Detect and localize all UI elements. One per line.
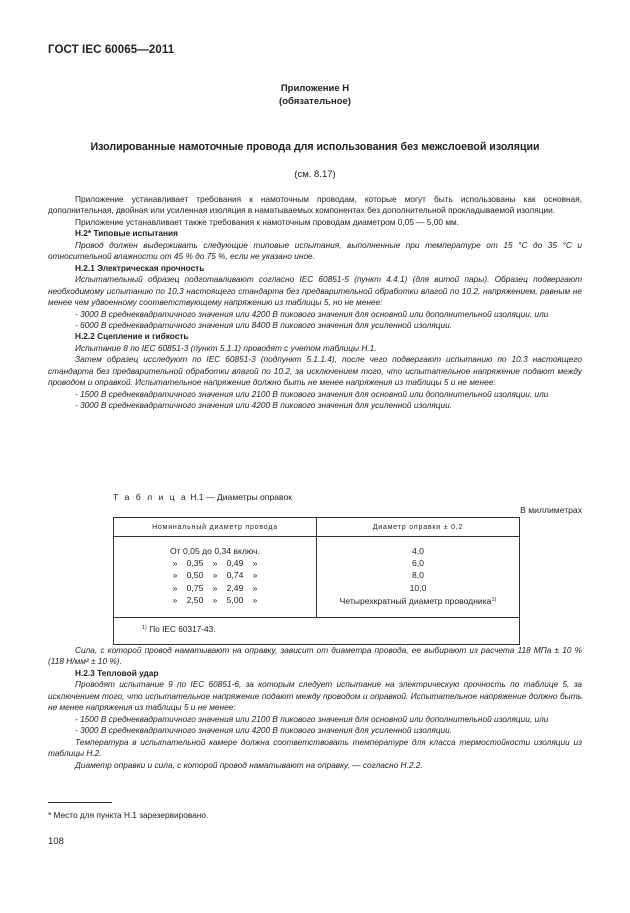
- table-caption: [113, 492, 292, 502]
- table-cell: 10,0: [409, 582, 427, 593]
- mandrel-diameter-table: [113, 517, 520, 645]
- table-row: От 0,05 до 0,34 включ.: [170, 546, 260, 556]
- footnote-divider: [48, 802, 112, 803]
- paragraph: Провод должен выдерживать следующие типовые испытания, выполненные при температуре от 15 °C до 35 °C и относительной влажности от 45 % до 75 %, если не указано иное.: [48, 239, 582, 262]
- list-item: - 3000 В среднеквадратичного значения или 4200 В пикового значения для усиленной изоляции.: [75, 725, 453, 736]
- paragraph: Сила, с которой провод наматывают на оправку, зависит от диаметра провода, ее выбирают из расчета 118 МПа ± 10 % (118 Н/мм² ± 10 %).: [48, 645, 582, 667]
- footnote-mark: 1): [142, 625, 147, 632]
- section-heading: Н.2.3 Тепловой удар: [75, 667, 159, 678]
- list-item: - 1500 В среднеквадратичного значения или 2100 В пикового значения для основной или дополнительной изоляции, или: [75, 713, 549, 724]
- standard-code: ГОСТ IEC 60065—2011: [48, 44, 175, 56]
- section-heading: Н.2* Типовые испытания: [75, 228, 178, 239]
- annex-title: Приложение Н: [280, 83, 350, 94]
- annex-heading: [48, 82, 582, 108]
- page-number: 108: [48, 836, 64, 847]
- paragraph: Диаметр оправки и сила, с которой провод наматывают на оправку, — согласно Н.2.2.: [75, 759, 423, 770]
- mandrel-column: [317, 537, 520, 618]
- paragraph: Затем образец исследуют по IEC 60851-3 (подпункт 5.1.1.4), после чего подвергают испытанию по 10.3 настоящего стандарта без предварительной обработки влагой по 10.2, за исключением того, что испытательное напряжение подают между проводом и оправкой. Испытательное напряжение должно быть не менее напряжения из таблицы 5 и не менее:: [48, 354, 582, 388]
- annex-main-title: Изолированные намоточные провода для использования без межслоевой изоляции: [90, 141, 540, 153]
- body-text-upper: [48, 194, 582, 412]
- section-heading: Н.2.1 Электрическая прочность: [75, 262, 205, 273]
- paragraph: Испытание 8 по IEC 60851-3 (пункт 5.1.1) проводят с учетом таблицы Н.1.: [75, 342, 377, 353]
- page-footnote: * Место для пункта Н.1 зарезервировано.: [48, 810, 209, 820]
- column-header-diameter: Номинальный диаметр провода: [114, 518, 317, 537]
- paragraph: Приложение устанавливает также требования к намоточным проводам диаметром 0,05 — 5,00 мм.: [75, 216, 460, 227]
- table-cell: Четырехкратный диаметр проводника$^{1)}$: [339, 595, 497, 606]
- list-item: - 1500 В среднеквадратичного значения или 2100 В пикового значения для основной или дополнительной изоляции, или: [75, 388, 549, 399]
- list-item: - 3000 В среднеквадратичного значения или 4200 В пикового значения для основной или дополнительной изоляции, или: [75, 308, 549, 319]
- paragraph: Температура в испытательной камере должна соответствовать температуре для класса термостойкости изоляции из таблицы Н.2.: [48, 736, 582, 759]
- list-item: - 6000 В среднеквадратичного значения или 8400 В пикового значения для усиленной изоляции.: [75, 319, 453, 330]
- table-cell: 8,0: [412, 570, 424, 581]
- paragraph: Испытательный образец подготавливают согласно IEC 60851-5 (пункт 4.4.1) (для витой пары). Образец подвергают необходимому испытанию по 10.3 настоящего стандарта без предварительной обработки влагой по 10.2, напряжением, равным не менее чем удвоенному соответствующему напряжению из таблицы 5, но не менее:: [48, 274, 582, 308]
- paragraph: Приложение устанавливает требования к намоточным проводам, которые могут быть использованы как основная, дополнительная, двойная или усиленная изоляция в наматываемых компонентах без дополнительной прокладываемой изоляции.: [48, 194, 582, 216]
- table-footnote: $^{1)}$ По IEC 60317-43.: [114, 618, 520, 645]
- section-heading: Н.2.2 Сцепление и гибкость: [75, 331, 189, 342]
- table-caption-prefix: Т а б л и ц а: [113, 492, 188, 502]
- column-header-mandrel: Диаметр оправки ± 0,2: [317, 518, 520, 537]
- section-reference: (см. 8.17): [294, 169, 336, 180]
- table-units: В миллиметрах: [520, 505, 582, 515]
- body-text-lower: [48, 645, 582, 771]
- list-item: - 3000 В среднеквадратичного значения или 4200 В пикового значения для усиленной изоляции.: [75, 400, 453, 411]
- paragraph: Проводят испытание 9 по IEC 60851-6, за которым следует испытание на электрическую прочность по таблице 5, за исключением того, что испытательное напряжение подают между проводом и оправкой. Испытательное напряжение должно быть не менее напряжения из таблицы 5 и не менее:: [48, 679, 582, 713]
- table-row: » 2,50 » 5,00 »: [172, 594, 258, 605]
- table-cell: 4,0: [412, 546, 424, 556]
- footnote-mark: 1): [491, 596, 497, 603]
- table-row: » 0,50 » 0,74 »: [172, 570, 258, 581]
- annex-status: (обязательное): [279, 96, 351, 107]
- diameter-column: [114, 537, 317, 618]
- table-row: » 0,35 » 0,49 »: [172, 558, 258, 569]
- table-caption-text: Н.1 — Диаметры оправок: [190, 492, 293, 502]
- table-row: » 0,75 » 2,49 »: [172, 582, 258, 593]
- table-cell: 6,0: [412, 558, 424, 569]
